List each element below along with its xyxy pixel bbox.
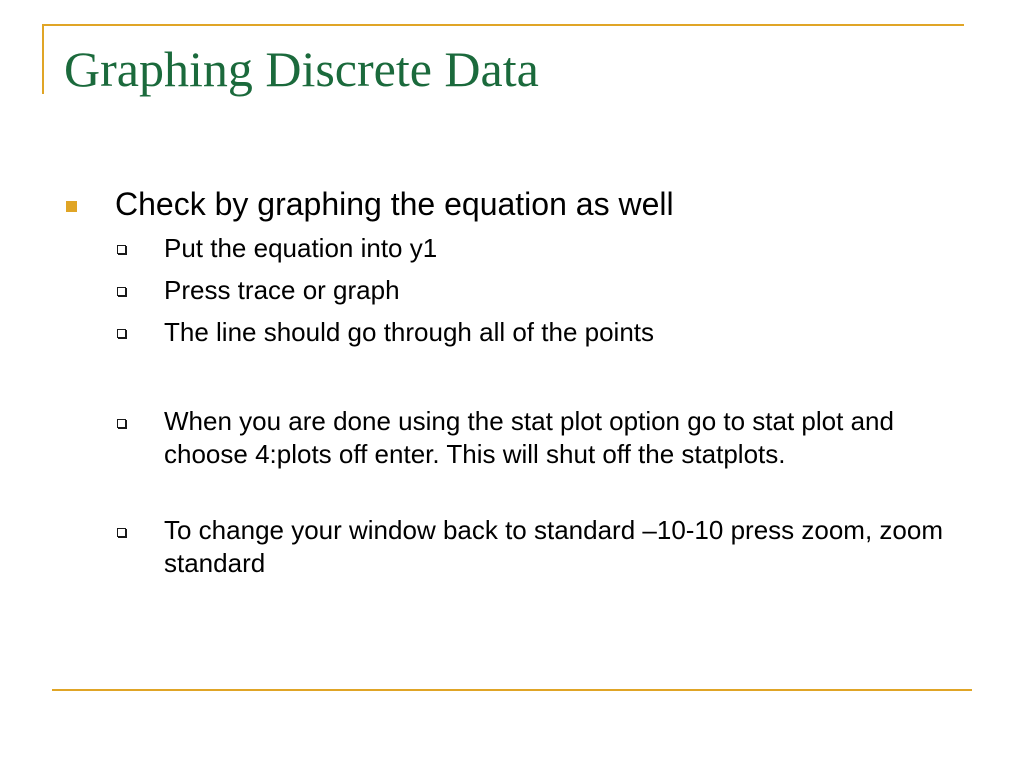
- filled-square-bullet-icon: [66, 201, 77, 212]
- sub-bullet-text: Put the equation into y1: [164, 233, 438, 263]
- main-bullet-text: Check by graphing the equation as well: [115, 186, 674, 222]
- frame-top-rule: [42, 24, 964, 26]
- sub-bullet-text: When you are done using the stat plot option go to stat plot and choose 4:plots off enter. This will shut off the statplots.: [164, 406, 894, 469]
- sub-bullet-text: To change your window back to standard –10-10 press zoom, zoom standard: [164, 515, 943, 578]
- hollow-square-bullet-icon: [117, 528, 126, 537]
- frame-left-rule: [42, 24, 44, 94]
- sub-bullet-text: The line should go through all of the points: [164, 317, 655, 347]
- slide-title: Graphing Discrete Data: [64, 41, 539, 97]
- hollow-square-bullet-icon: [117, 329, 126, 338]
- hollow-square-bullet-icon: [117, 245, 126, 254]
- sub-bullet-text: Press trace or graph: [164, 275, 400, 305]
- hollow-square-bullet-icon: [117, 287, 126, 296]
- hollow-square-bullet-icon: [117, 419, 126, 428]
- frame-bottom-rule: [52, 689, 972, 691]
